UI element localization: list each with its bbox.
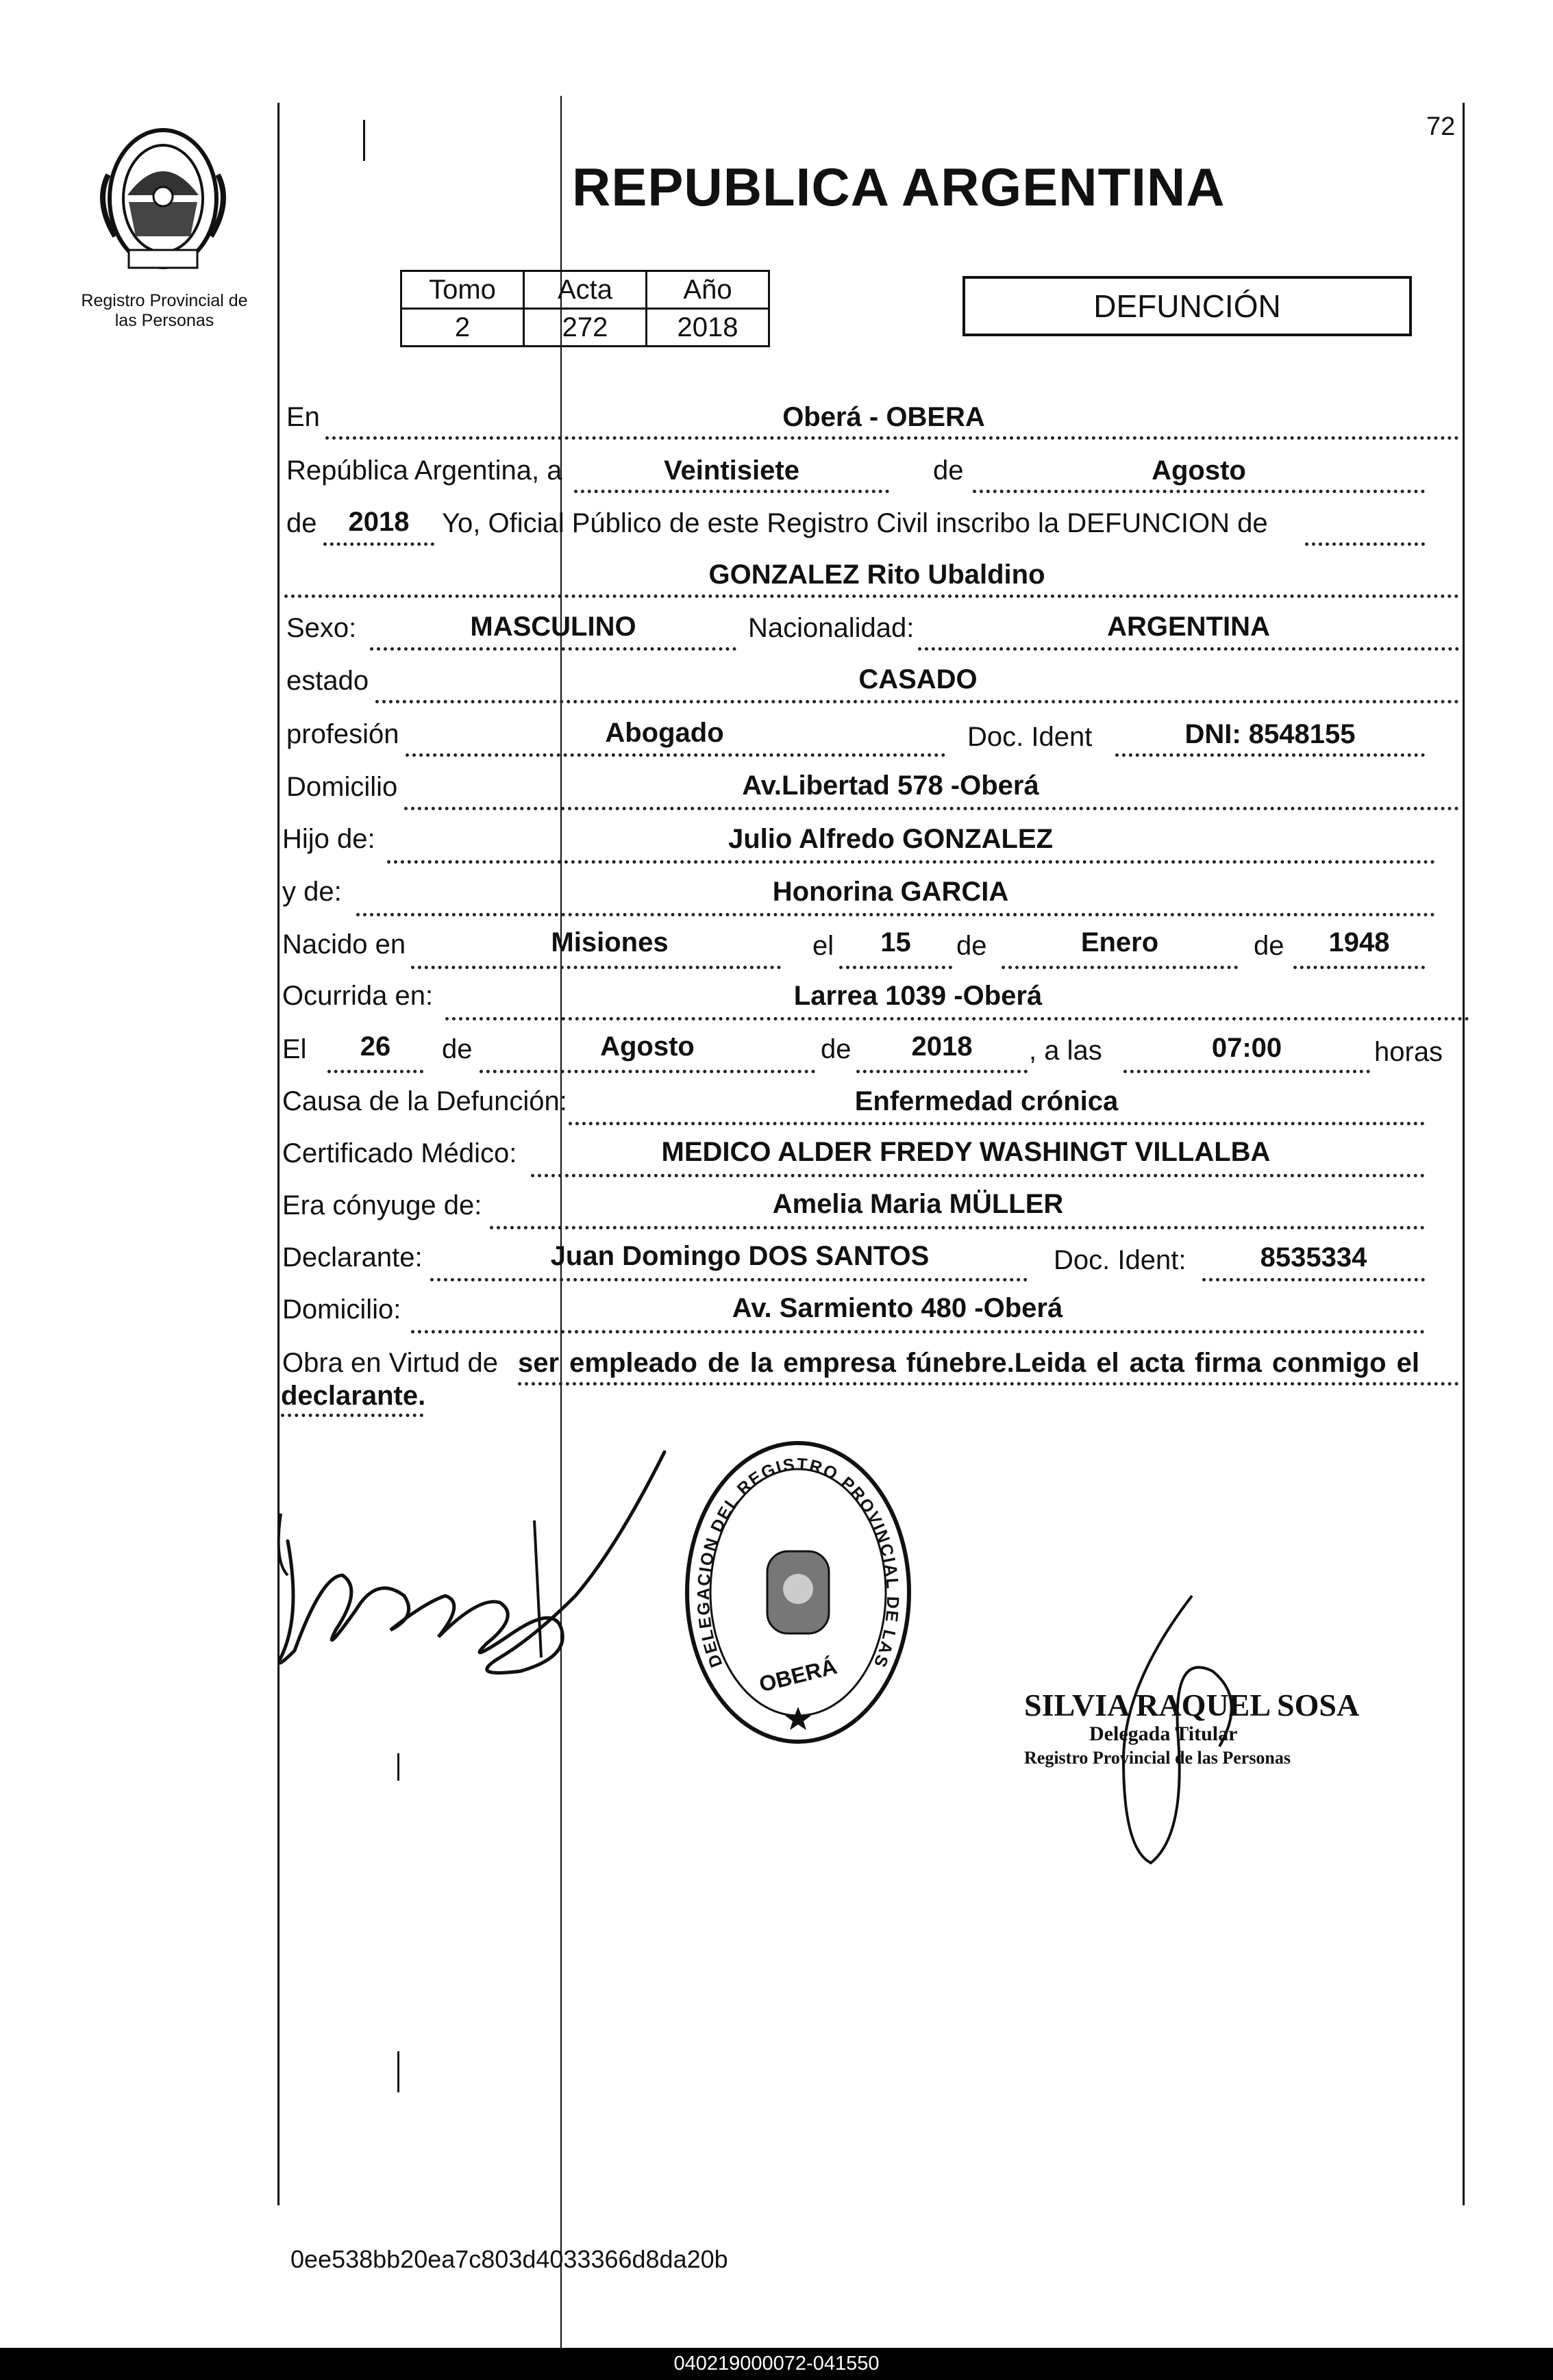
center-fold-line — [560, 96, 562, 2349]
el-label: el — [812, 931, 834, 961]
stamp-icon — [682, 1438, 915, 1746]
death-day-value: 26 — [360, 1031, 391, 1062]
anio-value: 2018 — [647, 309, 769, 347]
dotted-line — [411, 1330, 1425, 1333]
obra-text: ser empleado de la empresa fúnebre.Leida el acta firma conmigo el — [518, 1348, 1420, 1378]
obra-text-2: declarante. — [281, 1381, 426, 1411]
dotted-line — [327, 1070, 423, 1073]
dotted-line — [387, 860, 1435, 864]
declarante-value: Juan Domingo DOS SANTOS — [550, 1241, 930, 1271]
dotted-line — [284, 594, 1459, 598]
de-label: de — [442, 1034, 473, 1064]
deceased-name-value: GONZALEZ Rito Ubaldino — [708, 560, 1045, 590]
de-label: de — [821, 1034, 852, 1064]
dotted-line — [1305, 542, 1425, 546]
margin-mark — [397, 1753, 399, 1781]
anio-header: Año — [647, 271, 769, 309]
dotted-line — [1002, 966, 1238, 969]
death-time-value: 07:00 — [1211, 1033, 1282, 1063]
estado-label: estado — [286, 666, 369, 696]
obra-label: Obra en Virtud de — [282, 1348, 499, 1378]
sexo-label: Sexo: — [286, 613, 357, 643]
acta-value: 272 — [524, 309, 647, 347]
nacionalidad-label: Nacionalidad: — [748, 613, 915, 643]
a-las-label: , a las — [1029, 1036, 1102, 1066]
margin-mark — [363, 120, 365, 161]
doc-ident-value: DNI: 8548155 — [1184, 719, 1356, 749]
official-stamp — [682, 1438, 915, 1746]
birth-month-value: Enero — [1080, 927, 1159, 957]
dotted-line — [1202, 1278, 1425, 1281]
dotted-line — [370, 647, 736, 651]
registry-name-line-1: Registro Provincial de — [81, 291, 248, 310]
doc-ident-label: Doc. Ident — [967, 722, 1093, 752]
dotted-line — [1123, 1070, 1370, 1073]
padre-value: Julio Alfredo GONZALEZ — [728, 824, 1054, 854]
birth-year-value: 1948 — [1328, 927, 1390, 957]
document-hash: 0ee538bb20ea7c803d4033366d8da20b — [290, 2245, 728, 2273]
domicilio-value: Av.Libertad 578 -Oberá — [742, 771, 1039, 801]
de-label: de — [933, 455, 964, 486]
dotted-line — [404, 807, 1459, 810]
dotted-line — [411, 966, 781, 969]
dotted-line — [856, 1070, 1028, 1073]
madre-value: Honorina GARCIA — [772, 877, 1009, 907]
official-office: Registro Provincial de las Personas — [1024, 1748, 1291, 1768]
nacido-en-value: Misiones — [551, 927, 669, 957]
year-value: 2018 — [348, 507, 410, 537]
de-label: de — [956, 931, 987, 961]
certificado-label: Certificado Médico: — [282, 1138, 517, 1168]
certificado-value: MEDICO ALDER FREDY WASHINGT VILLALBA — [661, 1137, 1271, 1167]
dotted-line — [375, 700, 1459, 703]
registry-name — [62, 291, 267, 331]
page-number: 72 — [1426, 112, 1456, 141]
ocurrida-en-value: Larrea 1039 -Oberá — [793, 981, 1043, 1011]
province-emblem-icon — [88, 120, 238, 284]
tomo-header: Tomo — [401, 271, 524, 309]
dotted-line — [1293, 966, 1425, 969]
sexo-value: MASCULINO — [470, 612, 636, 642]
dotted-line — [918, 647, 1459, 651]
republica-label: República Argentina, a — [286, 455, 562, 486]
left-margin-line — [277, 103, 279, 2205]
dotted-line — [323, 542, 434, 546]
locality-value: Oberá - OBERA — [782, 402, 985, 432]
ocurrida-en-label: Ocurrida en: — [282, 981, 434, 1011]
de-label: de — [1254, 931, 1284, 961]
el-cap-label: El — [282, 1034, 307, 1064]
birth-day-value: 15 — [880, 927, 911, 957]
footer-code: 040219000072-041550 — [673, 2353, 880, 2375]
profesion-label: profesión — [286, 719, 399, 749]
right-margin-line — [1463, 103, 1465, 2205]
dotted-line — [356, 913, 1435, 916]
horas-label: horas — [1374, 1037, 1443, 1067]
dotted-line — [574, 490, 889, 493]
death-year-value: 2018 — [911, 1031, 973, 1062]
nacionalidad-value: ARGENTINA — [1107, 612, 1270, 642]
death-month-value: Agosto — [600, 1031, 695, 1062]
dotted-line — [1115, 753, 1425, 757]
official-name: SILVIA RAQUEL SOSA — [1024, 1688, 1360, 1723]
dotted-line — [839, 966, 952, 969]
domicilio-label-2: Domicilio: — [282, 1294, 401, 1325]
y-de-label: y de: — [282, 877, 342, 907]
profesion-value: Abogado — [605, 718, 724, 748]
day-words-value: Veintisiete — [664, 455, 799, 486]
declarante-label: Declarante: — [282, 1242, 423, 1273]
yo-oficial-text: Yo, Oficial Público de este Registro Civil inscribo la DEFUNCION de — [442, 508, 1268, 538]
declarant-signature-icon — [260, 1438, 685, 1685]
dotted-line — [430, 1278, 1028, 1281]
dotted-line — [973, 490, 1425, 493]
stamp-city: OBERÁ — [756, 1653, 840, 1697]
official-title: Delegada Titular — [1089, 1723, 1238, 1745]
dotted-line — [480, 1070, 815, 1073]
dotted-line — [490, 1226, 1425, 1229]
conyuge-label: Era cónyuge de: — [282, 1190, 482, 1220]
declarante-doc-value: 8535334 — [1260, 1242, 1367, 1273]
margin-mark — [397, 2051, 399, 2092]
month-value: Agosto — [1152, 455, 1246, 486]
conyuge-value: Amelia Maria MÜLLER — [772, 1189, 1064, 1219]
dotted-line — [325, 436, 1459, 440]
record-type-box: DEFUNCIÓN — [962, 276, 1412, 336]
tomo-value: 2 — [401, 309, 524, 347]
dotted-line — [406, 753, 945, 757]
acta-header: Acta — [524, 271, 647, 309]
record-table — [400, 270, 770, 347]
declarante-domicilio-value: Av. Sarmiento 480 -Oberá — [732, 1293, 1063, 1323]
causa-value: Enfermedad crónica — [854, 1086, 1119, 1116]
causa-label: Causa de la Defunción: — [282, 1086, 567, 1116]
estado-value: CASADO — [858, 664, 978, 694]
doc-ident-label-2: Doc. Ident: — [1054, 1245, 1187, 1275]
dotted-line — [531, 1174, 1425, 1177]
stamp-arc-text: DELEGACION DEL REGISTRO PROVINCIAL DE LAS — [693, 1455, 903, 1671]
registry-name-line-2: las Personas — [114, 311, 214, 330]
de-label: de — [286, 508, 317, 538]
dotted-line — [569, 1122, 1425, 1125]
dotted-line — [281, 1414, 423, 1417]
domicilio-label: Domicilio — [286, 772, 398, 802]
dotted-line — [518, 1382, 1459, 1386]
nacido-en-label: Nacido en — [282, 929, 406, 960]
en-label: En — [286, 402, 320, 432]
dotted-line — [445, 1017, 1469, 1020]
page-title: REPUBLICA ARGENTINA — [572, 157, 1226, 217]
hijo-de-label: Hijo de: — [282, 824, 375, 854]
